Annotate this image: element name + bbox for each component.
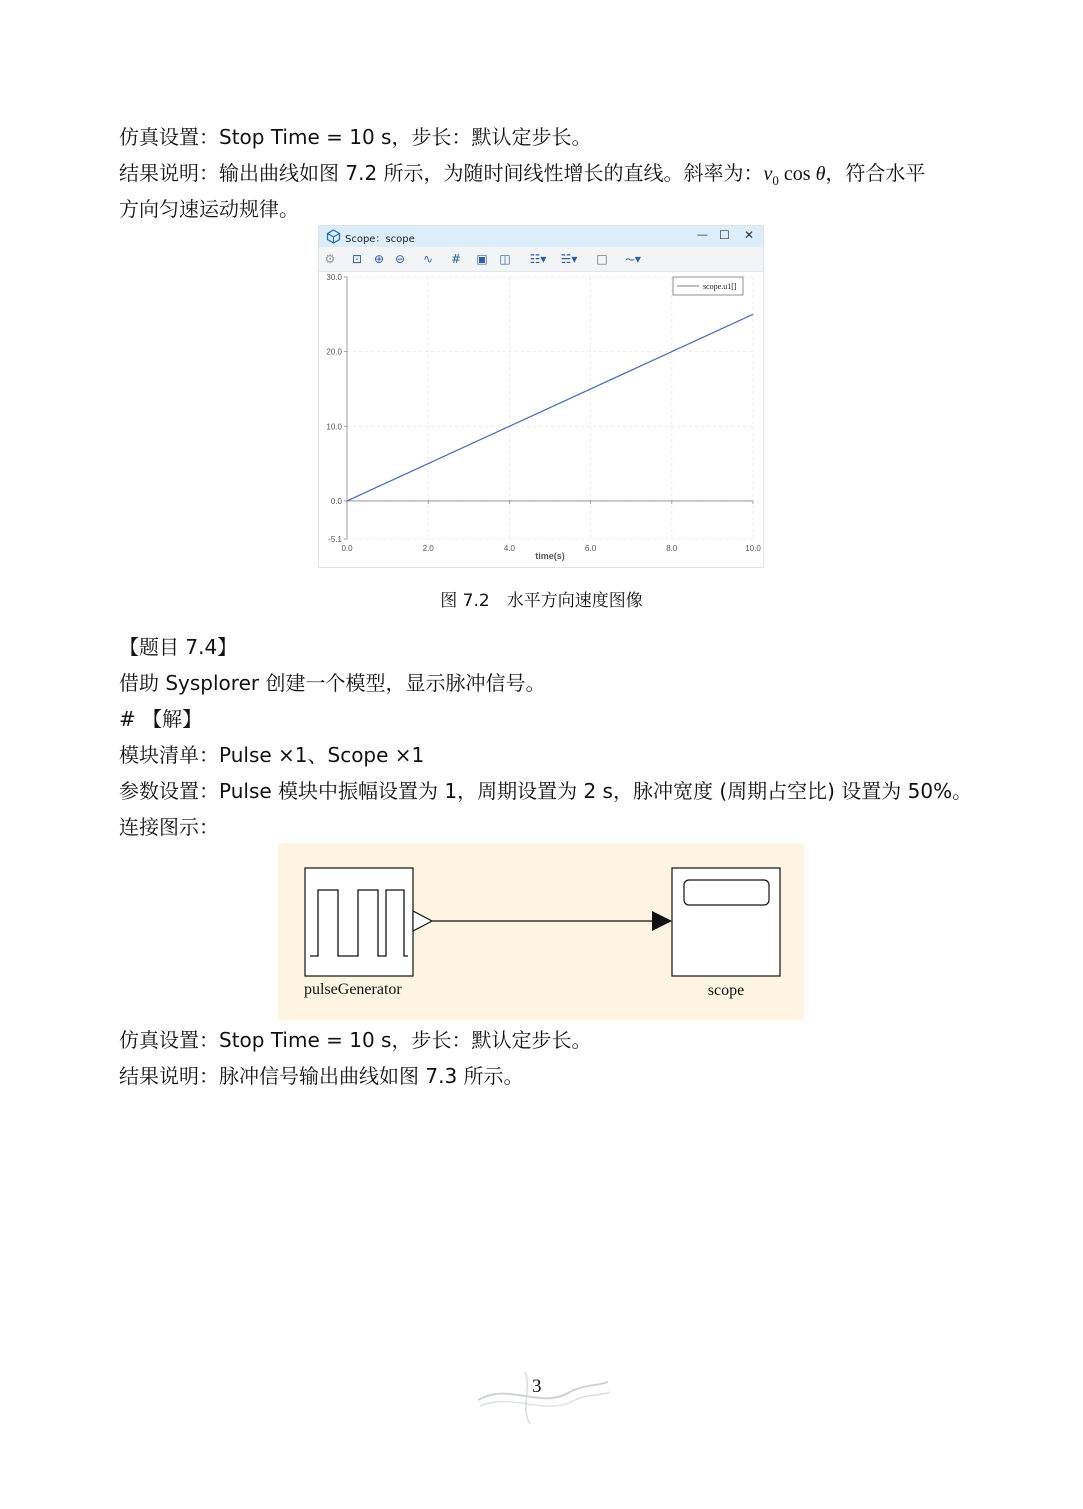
x-tick-label: 2.0: [422, 544, 434, 553]
signal-dropdown-icon[interactable]: ⏦▾: [625, 252, 641, 266]
scope-window: [318, 225, 764, 568]
page-number-area: [470, 1362, 614, 1432]
legend-entry: scope.u1[]: [703, 282, 737, 291]
export-image-icon[interactable]: ▣: [476, 252, 488, 266]
topic-heading-text: 【题目 7.4】: [119, 635, 238, 659]
velocity-symbol: v: [763, 163, 773, 185]
layout-rows-dropdown-icon[interactable]: ☷▾: [529, 252, 547, 266]
scope-titlebar[interactable]: [319, 226, 763, 247]
chart-legend: [673, 277, 743, 295]
page-swirl-decoration: [470, 1362, 614, 1432]
curve-icon[interactable]: ∿: [422, 252, 434, 266]
settings-gear-icon[interactable]: ⚙: [324, 252, 336, 266]
layout-cols-dropdown-icon[interactable]: ☵▾: [560, 252, 578, 266]
sim-settings-1-text: 仿真设置：Stop Time = 10 s，步长：默认定步长。: [119, 125, 592, 149]
scope-window-title: Scope：scope: [345, 234, 415, 245]
parameter-settings: [119, 777, 972, 805]
chart-ticks: [326, 273, 761, 553]
result-1-text: 结果说明：输出曲线如图 7.2 所示，为随时间线性增长的直线。斜率为：: [119, 161, 764, 185]
theta-symbol: θ: [815, 163, 826, 185]
sim-settings-2-text: 仿真设置：Stop Time = 10 s，步长：默认定步长。: [119, 1028, 592, 1052]
scope-block[interactable]: [672, 868, 780, 976]
scope-chart: [319, 272, 763, 567]
result-description-1-line2: [119, 195, 299, 223]
x-tick-label: 6.0: [585, 544, 597, 553]
velocity-subscript: 0: [772, 173, 779, 188]
result-1-line2-text: 方向匀速运动规律。: [119, 197, 299, 221]
copy-image-icon[interactable]: ◫: [499, 252, 511, 266]
solution-heading: [119, 705, 202, 733]
y-tick-label: -5.1: [328, 535, 342, 544]
y-tick-label: 20.0: [326, 347, 342, 357]
y-tick-label: 30.0: [326, 273, 342, 282]
sim-settings-1: [119, 123, 591, 151]
output-port-icon[interactable]: [413, 911, 432, 931]
chart-series: [347, 314, 753, 501]
connection-diagram-svg: [278, 843, 804, 1020]
zoom-in-icon[interactable]: ⊕: [373, 252, 385, 266]
scope-toolbar: [319, 247, 763, 272]
result-description-1: [119, 159, 925, 195]
x-axis-label: time(s): [535, 551, 565, 561]
result-1-text-end: ，符合水平: [825, 161, 926, 185]
x-tick-label: 8.0: [666, 544, 678, 553]
y-tick-label: 0.0: [330, 496, 342, 506]
connection-diagram-label-text: 连接图示：: [119, 815, 219, 839]
figure-caption-text: 图 7.2 水平方向速度图像: [440, 591, 643, 611]
task-description-text: 借助 Sysplorer 创建一个模型，显示脉冲信号。: [119, 671, 546, 695]
zoom-out-icon[interactable]: ⊖: [394, 252, 406, 266]
page-number: 3: [532, 1376, 542, 1397]
grid-icon[interactable]: #: [450, 252, 462, 266]
select-box-icon[interactable]: □: [596, 252, 608, 266]
minimize-button[interactable]: —: [697, 228, 708, 241]
input-port-arrow-icon[interactable]: [652, 911, 672, 931]
cos-text: cos: [778, 163, 816, 185]
topic-heading: [119, 633, 237, 661]
result-description-2: [119, 1062, 524, 1090]
module-list-text: 模块清单：Pulse ×1、Scope ×1: [119, 743, 425, 767]
close-button[interactable]: ✕: [744, 228, 755, 242]
scope-block-label: scope: [707, 982, 745, 999]
maximize-button[interactable]: ☐: [719, 228, 730, 242]
series-line: [347, 314, 753, 501]
solution-heading-text: # 【解】: [119, 707, 203, 731]
x-tick-label: 10.0: [745, 544, 761, 553]
x-tick-label: 4.0: [503, 544, 515, 553]
pulse-generator-block[interactable]: [305, 868, 432, 976]
scope-app-icon: [326, 229, 341, 244]
parameter-settings-text: 参数设置：Pulse 模块中振幅设置为 1，周期设置为 2 s，脉冲宽度 (周期占空比) 设置为 50%。: [119, 779, 973, 803]
module-list: [119, 741, 424, 769]
connection-diagram-label: [119, 813, 219, 841]
scope-display-icon: [684, 880, 769, 905]
pulse-generator-label: pulseGenerator: [304, 981, 402, 998]
x-tick-label: 0.0: [341, 544, 353, 553]
sim-settings-2: [119, 1026, 591, 1054]
result-description-2-text: 结果说明：脉冲信号输出曲线如图 7.3 所示。: [119, 1064, 524, 1088]
figure-caption: [0, 586, 1083, 611]
y-tick-label: 10.0: [326, 422, 342, 432]
zoom-fit-icon[interactable]: ⊡: [351, 252, 363, 266]
connection-diagram: [278, 843, 804, 1020]
task-description: [119, 669, 545, 697]
